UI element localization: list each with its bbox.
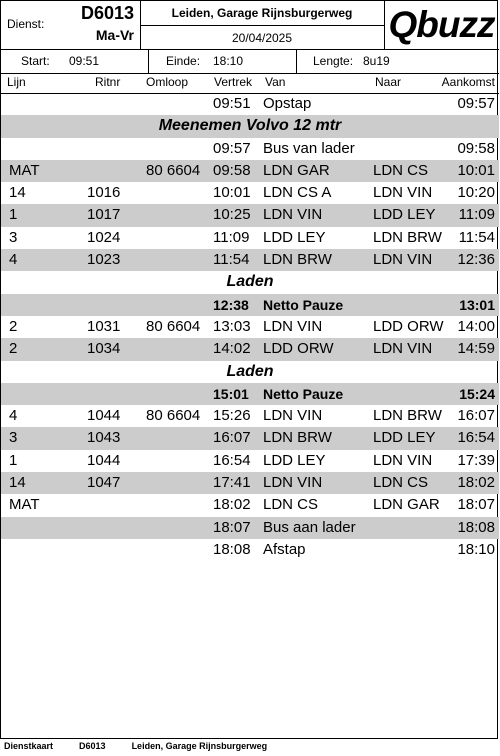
cell-van: LDD LEY — [263, 228, 326, 246]
cell-naar: LDN VIN — [373, 184, 433, 202]
footer-location: Leiden, Garage Rijnsburgerweg — [131, 741, 268, 751]
table-row — [1, 427, 499, 449]
cell-aankomst: 18:10 — [457, 540, 495, 558]
col-naar: Naar — [375, 75, 402, 89]
col-ritnr: Ritnr — [95, 75, 121, 89]
cell-vertrek: 09:51 — [213, 95, 251, 112]
schedule-table — [1, 93, 499, 561]
cell-van: LDD LEY — [263, 451, 326, 469]
cell-vertrek: 15:26 — [213, 407, 251, 425]
table-row — [1, 494, 499, 516]
cell-naar: LDN CS — [373, 474, 429, 492]
cell-van: Netto Pauze — [263, 385, 344, 402]
cell-aankomst: 09:57 — [457, 95, 495, 112]
garage-location: Leiden, Garage Rijnsburgerweg — [140, 1, 384, 26]
cell-vertrek: 13:03 — [213, 317, 251, 335]
cell-van: LDN VIN — [263, 317, 323, 335]
cell-naar: LDN BRW — [373, 407, 442, 425]
cell-lijn: 4 — [9, 251, 18, 269]
duty-times-row — [1, 49, 499, 74]
section-row — [1, 361, 499, 383]
col-aankomst: Aankomst — [441, 75, 495, 89]
cell-van: LDN BRW — [263, 251, 332, 269]
section-row — [1, 271, 499, 293]
col-omloop: Omloop — [146, 75, 189, 89]
cell-lijn: MAT — [9, 161, 40, 179]
cell-ritnr: 1034 — [87, 340, 121, 358]
card-header — [1, 1, 499, 50]
cell-aankomst: 13:01 — [459, 296, 495, 313]
cell-van: LDN VIN — [263, 407, 323, 425]
length-label: Lengte: — [313, 54, 354, 68]
section-title: Meenemen Volvo 12 mtr — [158, 117, 342, 135]
cell-lijn: 1 — [9, 451, 18, 469]
cell-aankomst: 18:02 — [457, 474, 495, 492]
cell-vertrek: 10:01 — [213, 184, 251, 202]
cell-naar: LDD ORW — [373, 317, 444, 335]
section-row — [1, 115, 499, 137]
table-row — [1, 472, 499, 494]
footer-label: Dienstkaart — [4, 741, 54, 751]
cell-aankomst: 15:24 — [459, 385, 495, 402]
company-logo: Qbuzz — [388, 4, 495, 45]
cell-vertrek: 17:41 — [213, 474, 251, 492]
cell-ritnr: 1023 — [87, 251, 121, 269]
cell-aankomst: 17:39 — [457, 451, 495, 469]
cell-lijn: 1 — [9, 206, 18, 224]
length-value: 8u19 — [363, 54, 390, 68]
cell-ritnr: 1043 — [87, 429, 121, 447]
section-title: Laden — [226, 273, 274, 291]
cell-ritnr: 1017 — [87, 206, 121, 224]
cell-lijn: 3 — [9, 228, 18, 246]
cell-van: Bus aan lader — [263, 518, 356, 536]
cell-aankomst: 16:07 — [457, 407, 495, 425]
cell-omloop: 80 6604 — [146, 317, 201, 335]
duty-info — [1, 1, 141, 49]
cell-aankomst: 10:20 — [457, 184, 495, 202]
cell-vertrek: 11:54 — [213, 251, 250, 269]
location-date-block — [140, 1, 385, 49]
cell-lijn: 2 — [9, 317, 18, 335]
duty-code: D6013 — [80, 3, 134, 23]
table-row — [1, 138, 499, 160]
duty-days: Ma-Vr — [95, 27, 134, 43]
cell-vertrek: 18:02 — [213, 496, 251, 514]
cell-aankomst: 09:58 — [457, 139, 495, 157]
footer-code: D6013 — [79, 741, 106, 751]
cell-van: LDN GAR — [263, 161, 330, 179]
cell-van: LDN BRW — [263, 429, 332, 447]
cell-omloop: 80 6604 — [146, 407, 201, 425]
cell-lijn: 14 — [9, 474, 26, 492]
cell-aankomst: 14:00 — [457, 317, 495, 335]
cell-ritnr: 1016 — [87, 184, 121, 202]
cell-ritnr: 1044 — [87, 407, 121, 425]
table-row — [1, 338, 499, 360]
cell-vertrek: 10:25 — [213, 206, 251, 224]
table-row — [1, 316, 499, 338]
cell-naar: LDN CS — [373, 161, 429, 179]
cell-van: LDD ORW — [263, 340, 334, 358]
pause-row — [1, 383, 499, 405]
cell-omloop: 80 6604 — [146, 161, 201, 179]
cell-naar: LDN VIN — [373, 251, 433, 269]
cell-naar: LDN BRW — [373, 228, 442, 246]
cell-ritnr: 1031 — [87, 317, 121, 335]
cell-aankomst: 11:09 — [458, 206, 495, 224]
cell-vertrek: 18:07 — [213, 518, 251, 536]
cell-van: LDN CS — [263, 496, 319, 514]
cell-ritnr: 1024 — [87, 228, 121, 246]
cell-van: LDN VIN — [263, 474, 323, 492]
cell-lijn: MAT — [9, 496, 40, 514]
cell-aankomst: 18:08 — [457, 518, 495, 536]
cell-ritnr: 1047 — [87, 474, 121, 492]
cell-aankomst: 14:59 — [457, 340, 495, 358]
table-row — [1, 227, 499, 249]
cell-vertrek: 14:02 — [213, 340, 251, 358]
cell-naar: LDN GAR — [373, 496, 440, 514]
cell-van: Bus van lader — [263, 139, 355, 157]
table-row — [1, 93, 499, 115]
cell-vertrek: 11:09 — [213, 228, 250, 246]
cell-van: Opstap — [263, 95, 312, 112]
section-title: Laden — [226, 362, 274, 380]
start-value: 09:51 — [69, 54, 100, 68]
table-row — [1, 160, 499, 182]
end-value: 18:10 — [213, 54, 244, 68]
cell-naar: LDN VIN — [373, 451, 433, 469]
divider — [296, 49, 297, 73]
table-row — [1, 249, 499, 271]
cell-vertrek: 16:54 — [213, 451, 251, 469]
cell-naar: LDN VIN — [373, 340, 433, 358]
start-label: Start: — [21, 54, 50, 68]
cell-vertrek: 16:07 — [213, 429, 251, 447]
cell-vertrek: 09:57 — [213, 139, 251, 157]
cell-lijn: 3 — [9, 429, 18, 447]
duty-date: 20/04/2025 — [231, 31, 293, 45]
table-row — [1, 405, 499, 427]
cell-vertrek: 15:01 — [213, 385, 249, 402]
table-row — [1, 539, 499, 561]
cell-vertrek: 09:58 — [213, 161, 251, 179]
cell-vertrek: 12:38 — [213, 296, 249, 313]
cell-lijn: 14 — [9, 184, 26, 202]
cell-aankomst: 16:54 — [457, 429, 495, 447]
cell-naar: LDD LEY — [373, 206, 436, 224]
cell-naar: LDD LEY — [373, 429, 436, 447]
pause-row — [1, 294, 499, 316]
cell-van: Netto Pauze — [263, 296, 344, 313]
cell-aankomst: 12:36 — [457, 251, 495, 269]
table-row — [1, 450, 499, 472]
cell-vertrek: 18:08 — [213, 540, 251, 558]
cell-aankomst: 10:01 — [457, 161, 495, 179]
cell-lijn: 2 — [9, 340, 18, 358]
footer — [4, 741, 293, 751]
cell-van: Afstap — [263, 540, 306, 558]
table-row — [1, 182, 499, 204]
col-vertrek: Vertrek — [214, 75, 253, 89]
cell-aankomst: 18:07 — [457, 496, 495, 514]
cell-lijn: 4 — [9, 407, 18, 425]
cell-van: LDN VIN — [263, 206, 323, 224]
end-label: Einde: — [166, 54, 201, 68]
cell-aankomst: 11:54 — [458, 228, 495, 246]
duty-label: Dienst: — [7, 17, 45, 31]
table-row — [1, 204, 499, 226]
cell-ritnr: 1044 — [87, 451, 121, 469]
column-header — [1, 73, 499, 94]
cell-van: LDN CS A — [263, 184, 332, 202]
table-row — [1, 517, 499, 539]
col-van: Van — [265, 75, 286, 89]
col-lijn: Lijn — [7, 75, 26, 89]
divider — [148, 49, 149, 73]
